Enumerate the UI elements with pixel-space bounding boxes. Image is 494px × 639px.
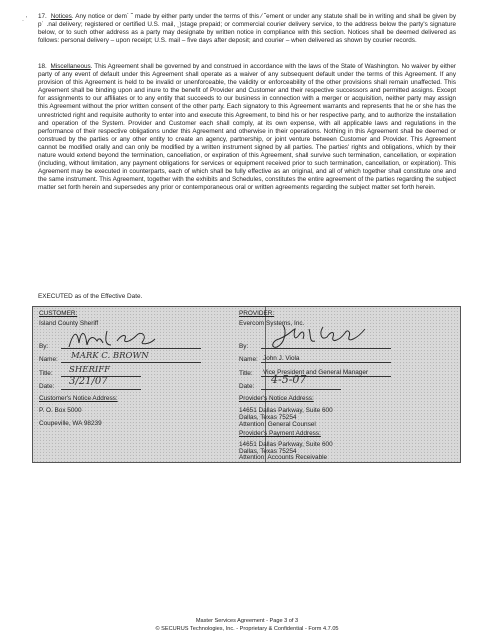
provider-date-label: Date:: [239, 383, 255, 390]
customer-name-value: MARK C. BROWN: [71, 351, 149, 361]
footer-page-label: Master Services Agreement - Page 3 of 3: [195, 618, 299, 624]
customer-notice-heading: Customer's Notice Address:: [39, 395, 118, 402]
customer-notice-line2: Coupeville, WA 98239: [39, 420, 102, 427]
section-17-number: 17.: [38, 13, 47, 20]
provider-signature: [269, 321, 379, 353]
section-17-heading: Notices: [50, 13, 72, 20]
customer-title-value: SHERIFF: [69, 365, 110, 375]
section-18-number: 18.: [38, 63, 47, 70]
provider-notice-line3: Attention: General Counsel: [239, 421, 316, 428]
section-18-miscellaneous: [38, 63, 456, 193]
scan-mark: . ': [22, 16, 28, 23]
footer-copyright: © SECURUS Technologies, Inc. - Proprietary & Confidential - Form 4.7.05: [155, 626, 339, 632]
provider-notice-line1: 14651 Dallas Parkway, Suite 600: [239, 407, 333, 414]
section-18-text: . This Agreement shall be governed by and construed in accordance with the laws of the State of Washington. No waiver by either party of any event of default under this Agreement shall operate as a waiver of any subsequent default under the terms of this Agreement. If any provision of this Agreement is held to be invalid or unenforceable, the validity or enforceability of the other provisions shall remain unaffected. This Agreement shall be binding upon and inure to the benefit of Provider and Customer and their respective successors and permitted assigns. Except for assignments to our affiliates or to any entity that succeeds to our business in connection with a merger or acquisition, neither party may assign this Agreement without the prior written consent of the other party. Each signatory to this Agreement warrants and represents that he or she has the unrestricted right and requisite authority to enter into and execute this Agreement, to bind his or her respective party, and to authorize the installation and operation of the System. Provider and Customer each shall comply, at its own expense, with all applicable laws and regulations in the performance of their respective obligations under this Agreement and otherwise in their operations. Nothing in this Agreement shall be deemed or construed by the parties or any other entity to create an agency, partnership, or joint venture between Customer and Provider. This Agreement cannot be modified orally and can only be modified by a written instrument signed by all parties. The parties' rights and obligations, which by their nature would extend beyond the termination, cancellation, or expiration of this Agreement, shall survive such termination, cancellation, or expiration (including, without limitation, any payment obligations for services or equipment received prior to such termination, cancellation, or expiration). This Agreement may be executed in counterparts, each of which shall be fully effective as an original, and all of which together shall constitute one and the same instrument. This Agreement, together with the exhibits and Schedules, constitutes the entire agreement of the parties regarding the subject matter set forth herein and supersedes any prior or contemporaneous oral or written agreements regarding the subject matter set forth herein.: [38, 63, 456, 192]
customer-signature: [67, 325, 157, 351]
customer-title-label: Title:: [39, 370, 53, 377]
signature-divider: [265, 307, 266, 462]
customer-org: Island County Sheriff: [39, 320, 99, 327]
provider-notice-line2: Dallas, Texas 75254: [239, 414, 297, 421]
provider-title-value: Vice President and General Manager: [263, 369, 369, 376]
provider-heading: PROVIDER:: [239, 310, 275, 317]
section-17-notices: [38, 13, 456, 45]
customer-date-label: Date:: [39, 383, 55, 390]
customer-name-line: [61, 362, 201, 363]
section-18-heading: Miscellaneous: [50, 63, 91, 70]
provider-payment-line2: Dallas, Texas 75254: [239, 448, 297, 455]
customer-date-value: 3/21/07: [69, 376, 108, 387]
signature-block: [32, 306, 461, 463]
customer-notice-line1: P. O. Box 5000: [39, 407, 82, 414]
provider-name-value: John J. Viola: [263, 355, 300, 362]
executed-statement: EXECUTED as of the Effective Date.: [38, 293, 143, 300]
provider-payment-heading: Provider's Payment Address:: [239, 430, 321, 437]
provider-payment-line3: Attention: Accounts Receivable: [239, 454, 328, 461]
provider-payment-line1: 14651 Dallas Parkway, Suite 600: [239, 441, 333, 448]
customer-by-label: By:: [39, 343, 49, 350]
provider-notice-heading: Provider's Notice Address:: [239, 395, 314, 402]
customer-heading: CUSTOMER:: [39, 310, 78, 317]
customer-name-label: Name:: [39, 356, 58, 363]
customer-date-line: [61, 389, 141, 390]
provider-date-line: [261, 389, 341, 390]
provider-by-label: By:: [239, 343, 249, 350]
provider-title-label: Title:: [239, 370, 253, 377]
section-17-text: . Any notice or dem´ ˜ made by either party under the terms of this ⁄ ˜ement or under any statute shall be in writing and shall be given by p˙ .nal delivery; registered or certified U.S. mail, ˛)stage prepaid; or commercial courier delivery service, to the address below the party's signature below, or to such other address as a party may designate by written notice in compliance with this section. Notices shall be deemed delivered as follows: personal delivery – upon receipt; U.S. mail – five days after deposit; and courier – when delivered as shown by courier records.: [38, 13, 456, 45]
provider-date-value: 4-5-07: [271, 373, 307, 386]
provider-name-label: Name:: [239, 356, 258, 363]
provider-org: Evercom Systems, Inc.: [239, 320, 305, 327]
